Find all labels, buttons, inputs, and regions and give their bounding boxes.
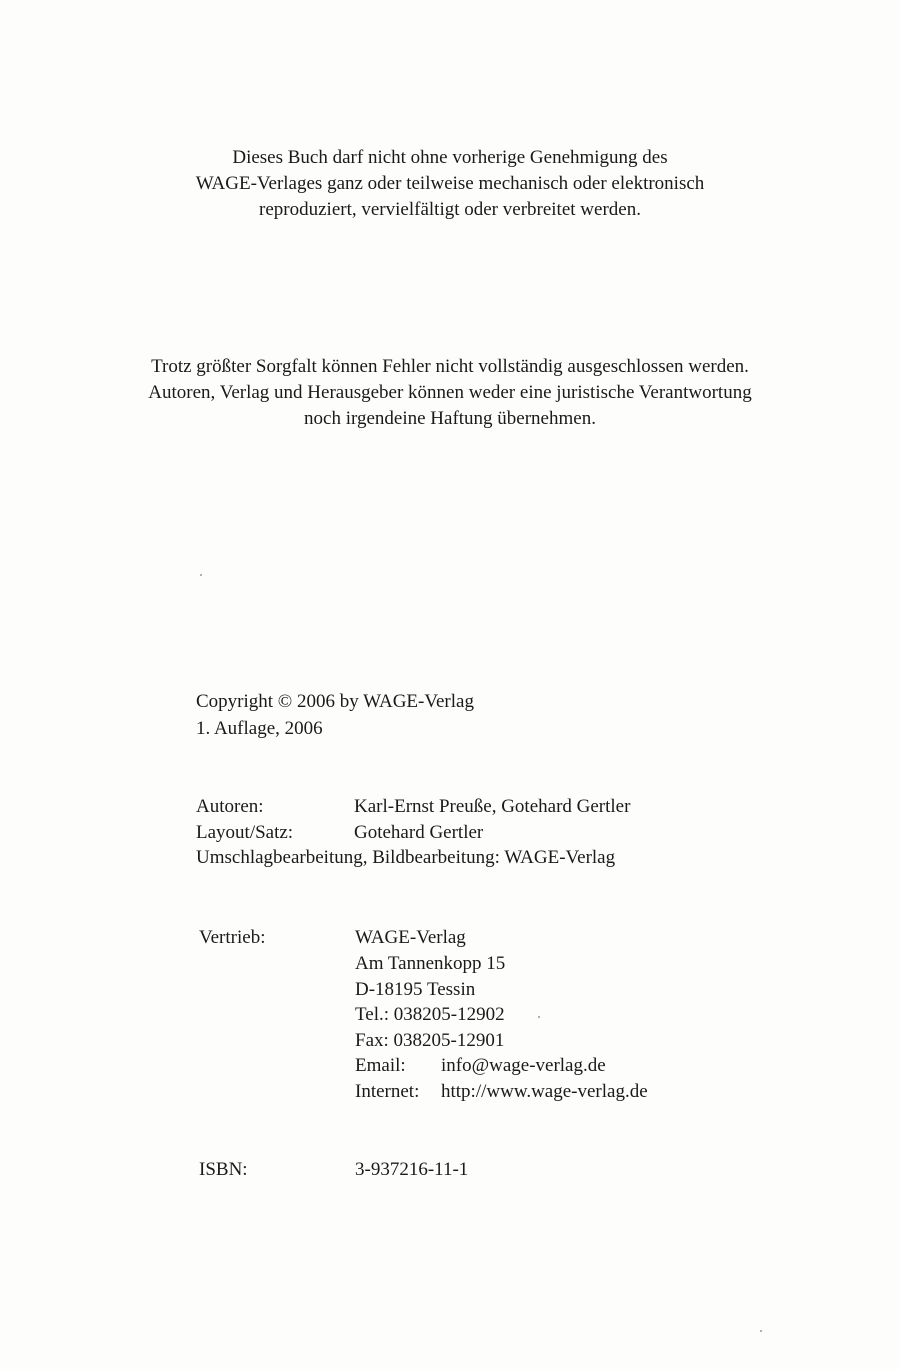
layout-label: Layout/Satz: [196,822,294,843]
distribution-label: Vertrieb: [199,927,266,948]
reproduction-notice-line-1: Dieses Buch darf nicht ohne vorherige Genehmigung des [232,147,668,168]
reproduction-notice [0,145,900,223]
distribution-fax: Fax: 038205-12901 [355,1030,505,1051]
internet-value: http://www.wage-verlag.de [441,1081,648,1102]
isbn-label: ISBN: [199,1159,248,1180]
authors-value: Karl-Ernst Preuße, Gotehard Gertler [354,796,631,817]
authors-label: Autoren: [196,796,264,817]
email-value: info@wage-verlag.de [441,1055,606,1076]
scan-speck [200,574,202,576]
liability-notice-line-1: Trotz größter Sorgfalt können Fehler nicht vollständig ausgeschlossen werden. [151,356,749,377]
copyright-line: Copyright © 2006 by WAGE-Verlag [196,691,474,712]
liability-notice-line-2: Autoren, Verlag und Herausgeber können weder eine juristische Verantwortung [148,382,752,403]
edition-line: 1. Auflage, 2006 [196,718,323,739]
cover-credit-line: Umschlagbearbeitung, Bildbearbeitung: WAGE-Verlag [196,847,616,868]
distribution-street: Am Tannenkopp 15 [355,953,506,974]
reproduction-notice-line-3: reproduziert, vervielfältigt oder verbreitet werden. [259,199,641,220]
internet-label: Internet: [355,1081,420,1102]
scan-speck [538,1016,540,1018]
email-label: Email: [355,1055,406,1076]
distribution-city: D-18195 Tessin [355,979,476,1000]
liability-notice-line-3: noch irgendeine Haftung übernehmen. [304,408,596,429]
layout-value: Gotehard Gertler [354,822,484,843]
distribution-publisher: WAGE-Verlag [355,927,466,948]
distribution-tel: Tel.: 038205-12902 [355,1004,505,1025]
reproduction-notice-line-2: WAGE-Verlages ganz oder teilweise mechanisch oder elektronisch [195,173,705,194]
liability-notice [0,354,900,432]
isbn-value: 3-937216-11-1 [355,1159,469,1180]
scan-speck [760,1330,762,1332]
